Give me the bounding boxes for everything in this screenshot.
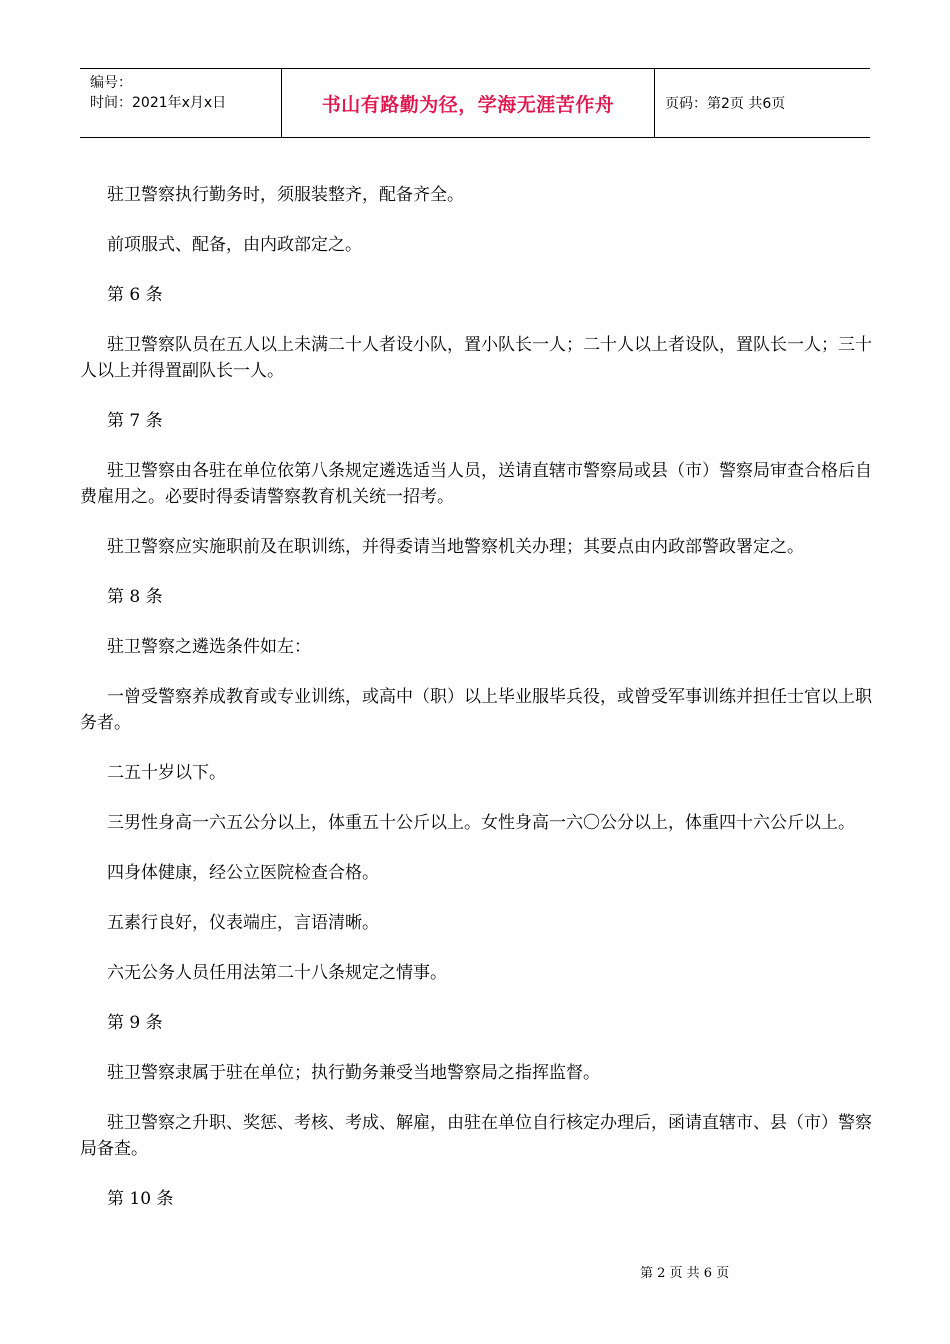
paragraph: 五素行良好，仪表端庄，言语清晰。 [107, 913, 379, 933]
serial-label: 编号： [90, 75, 132, 91]
paragraph: 一曾受警察养成教育或专业训练，或高中（职）以上毕业服毕兵役，或曾受军事训练并担任士官以上职务者。 [80, 687, 872, 733]
page-footer: 第 2 页 共 6 页 [640, 1266, 730, 1281]
paragraph: 六无公务人员任用法第二十八条规定之情事。 [107, 963, 447, 983]
document-body [80, 182, 872, 1236]
paragraph: 驻卫警察队员在五人以上未满二十人者设小队，置小队长一人；二十人以上者设队，置队长一人；三十人以上并得置副队长一人。 [80, 335, 872, 381]
page-header [80, 68, 870, 138]
time-label: 时间：2021年x月x日 [90, 95, 227, 111]
header-motto-cell [282, 69, 655, 137]
article-heading: 第 8 条 [107, 587, 163, 607]
article-heading: 第 7 条 [107, 411, 163, 431]
motto: 书山有路勤为径，学海无涯苦作舟 [321, 93, 615, 116]
header-page-info-cell [655, 69, 870, 137]
article-heading: 第 10 条 [107, 1189, 174, 1209]
paragraph: 二五十岁以下。 [107, 763, 226, 783]
paragraph: 驻卫警察之遴选条件如左： [107, 637, 311, 657]
paragraph: 驻卫警察应实施职前及在职训练，并得委请当地警察机关办理；其要点由内政部警政署定之。 [107, 537, 804, 557]
paragraph: 驻卫警察之升职、奖惩、考核、考成、解雇，由驻在单位自行核定办理后，函请直辖市、县（市）警察局备查。 [80, 1113, 872, 1159]
header-meta [80, 69, 282, 137]
paragraph: 四身体健康，经公立医院检查合格。 [107, 863, 379, 883]
page-info: 页码：第2页 共6页 [665, 96, 786, 112]
paragraph: 驻卫警察隶属于驻在单位；执行勤务兼受当地警察局之指挥监督。 [107, 1063, 600, 1083]
article-heading: 第 6 条 [107, 285, 163, 305]
article-heading: 第 9 条 [107, 1013, 163, 1033]
paragraph: 前项服式、配备，由内政部定之。 [107, 235, 362, 255]
paragraph: 驻卫警察由各驻在单位依第八条规定遴选适当人员，送请直辖市警察局或县（市）警察局审查合格后自费雇用之。必要时得委请警察教育机关统一招考。 [80, 461, 872, 507]
paragraph: 驻卫警察执行勤务时，须服装整齐，配备齐全。 [107, 185, 464, 205]
paragraph: 三男性身高一六五公分以上，体重五十公斤以上。女性身高一六〇公分以上，体重四十六公斤以上。 [107, 813, 855, 833]
